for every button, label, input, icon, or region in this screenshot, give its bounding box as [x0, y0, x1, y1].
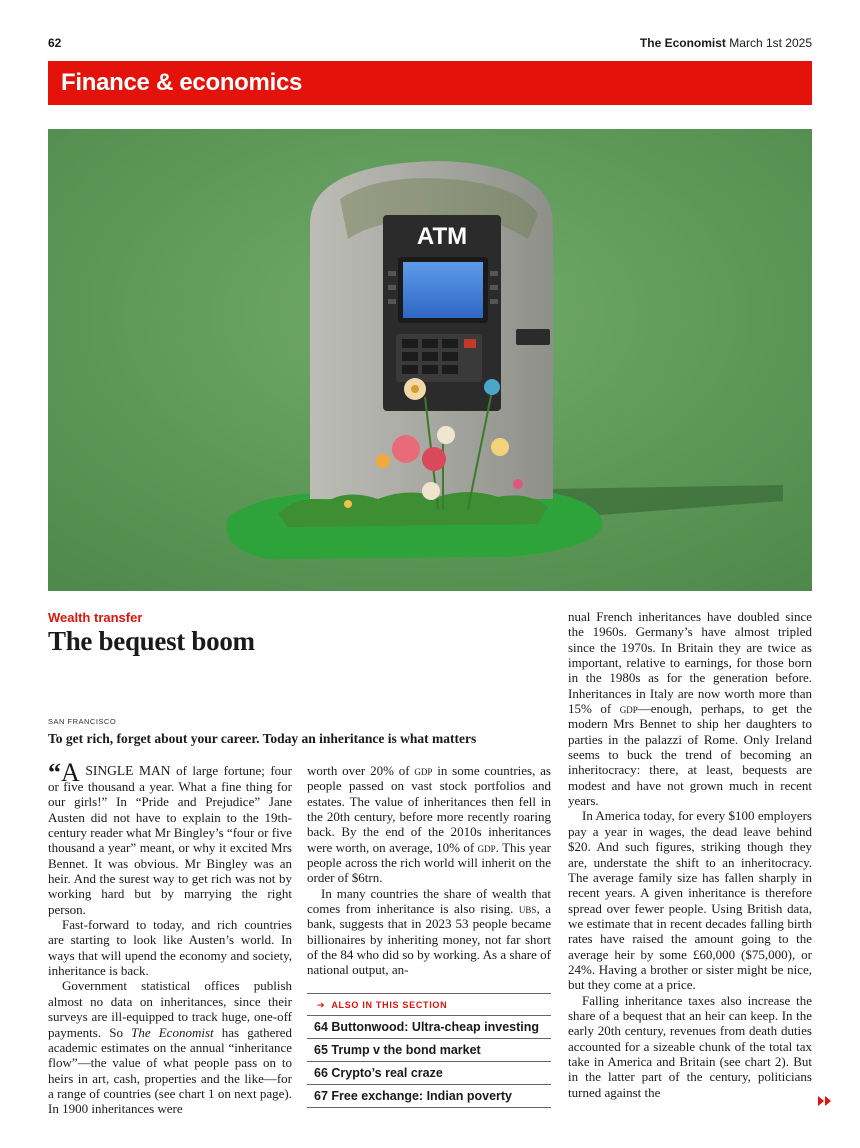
section-banner: [48, 61, 812, 105]
paragraph: Falling inheritance taxes also increase the share of a bequest that an heir can keep. In the early 20th century, revenues from death duties accounted for a sizeable chunk of the total tax take in America and Britain (see chart 2). But in the latter part of the century, politicians turned against the: [568, 992, 812, 1100]
article-column-3: [568, 609, 812, 1100]
section-link[interactable]: [307, 1061, 551, 1084]
publication-italic: The Economist: [131, 1024, 214, 1040]
section-link-page: 64: [314, 1020, 328, 1034]
headline: The bequest boom: [48, 626, 255, 656]
hero-illustration: [48, 129, 812, 591]
section-link-label: Crypto’s real craze: [331, 1066, 443, 1080]
paragraph-text: in some countries, as people passed on vast stock portfolios and estates. The value of inheritances then fell in the 20th century, before more recently roaring back. By the end of the 2010s inheritances were worth, on average, 10% of: [307, 763, 551, 855]
also-in-section-heading: [307, 993, 551, 1015]
section-link-page: 67: [314, 1089, 328, 1103]
also-in-section-title: ALSO IN THIS SECTION: [331, 1000, 448, 1010]
issue-date: March 1st 2025: [729, 36, 812, 50]
paragraph-text: In many countries the share of wealth that comes from inheritance is also rising.: [307, 885, 551, 917]
arrow-right-icon: ➔: [317, 1000, 326, 1010]
also-in-this-section: [307, 993, 551, 1108]
section-link-label: Free exchange: Indian poverty: [331, 1089, 512, 1103]
gdp-smallcaps: gdp: [619, 701, 638, 717]
article-column-1: [48, 758, 292, 1117]
paragraph-text: has gathered academic estimates on the annual “inheritance flow”—the value of what people pass on to heirs in art, cash, properties and the like—for a range of countries (see chart 1 on next page). In 1900 inheritances were: [48, 1024, 292, 1117]
continue-arrow-icon: [818, 1096, 832, 1106]
section-link-page: 65: [314, 1043, 328, 1057]
paragraph: [48, 978, 292, 1116]
paragraph-text: , a bank, suggests that in 2023 53 people became billionaires by inheriting money, not far short of the 84 who did so by working. As a share of national output, an-: [307, 901, 551, 978]
publication-name: The Economist: [639, 36, 726, 50]
page-number: 62: [48, 36, 62, 50]
ubs-smallcaps: ubs: [518, 901, 537, 917]
section-link-label: Trump v the bond market: [331, 1043, 481, 1057]
gdp-smallcaps: gdp: [477, 839, 496, 855]
paragraph: [307, 886, 551, 978]
section-title: Finance & economics: [61, 69, 303, 96]
paragraph: [48, 758, 292, 917]
article-column-2: [307, 763, 551, 978]
paragraph-text: Government statistical offices publish almost no data on inheritances, since their surveys are ill-equipped to track huge, one-off payments. So: [48, 978, 292, 1040]
paragraph: [568, 609, 812, 808]
drop-letter: A: [61, 758, 80, 787]
paragraph-text: worth over 20% of: [307, 763, 415, 778]
drop-quote: “: [48, 758, 61, 787]
paragraph-text: of large fortune; four or five thousand a year. What a fine thing for our girls!” In “Pride and Prejudice” Jane Austen did not have to explain to the 19th-century reader what Mr Bingley’s “four or five thousand a year” meant, or why it excited Mrs Bennet. It was obvious. Mr Bingley was an heir. And the surest way to get rich was not by working hard but by marrying the right person.: [48, 763, 292, 917]
masthead: [640, 36, 812, 50]
atm-sign: ATM: [416, 223, 468, 250]
dateline: SAN FRANCISCO: [48, 717, 117, 726]
paragraph: In America today, for every $100 employers pay a year in wages, the dead leave behind $20. And such figures, striking though they are, understate the shift to an inheritocracy. The average family size has fallen sharply in recent years. A given inheritance is therefore spread over fewer people. Using British data, we estimate that in recent decades falling birth rates have raised the amount going to the average heir by some £60,000 ($75,000), or 24%. Having a brother or sister might be nice, but they come at a price.: [568, 808, 812, 993]
lead-smallcaps: SINGLE MAN: [79, 763, 171, 778]
section-link[interactable]: [307, 1015, 551, 1038]
paragraph-text: —enough, perhaps, to get the modern Mrs Bennet to ship her daughters to parties in the palazzi of Rome. Only Ireland seems to buck the trend of becoming an inheritocracy: there, at least, bequests are modest and have not grown much in recent years.: [568, 701, 812, 809]
section-link[interactable]: [307, 1084, 551, 1108]
rubric: To get rich, forget about your career. Today an inheritance is what matters: [48, 731, 477, 746]
kicker: Wealth transfer: [48, 610, 143, 625]
paragraph: [307, 763, 551, 886]
section-link-page: 66: [314, 1066, 328, 1080]
gdp-smallcaps: gdp: [414, 763, 433, 778]
section-link[interactable]: [307, 1038, 551, 1061]
section-link-label: Buttonwood: Ultra-cheap investing: [331, 1020, 540, 1034]
paragraph-text: nual French inheritances have doubled since the 1960s. Germany’s have almost tripled since the 1970s. In Britain they are twice as important, relative to earnings, for those born in the 1980s as for the generation before. Inheritances in Italy are now worth more than 15% of: [568, 609, 812, 717]
paragraph: Fast-forward to today, and rich countries are starting to look like Austen’s world. In ways that will upend the economy and society, inheritance is back.: [48, 917, 292, 979]
paragraph-text: . This year people across the rich world will inherit on the order of $6trn.: [307, 839, 551, 886]
